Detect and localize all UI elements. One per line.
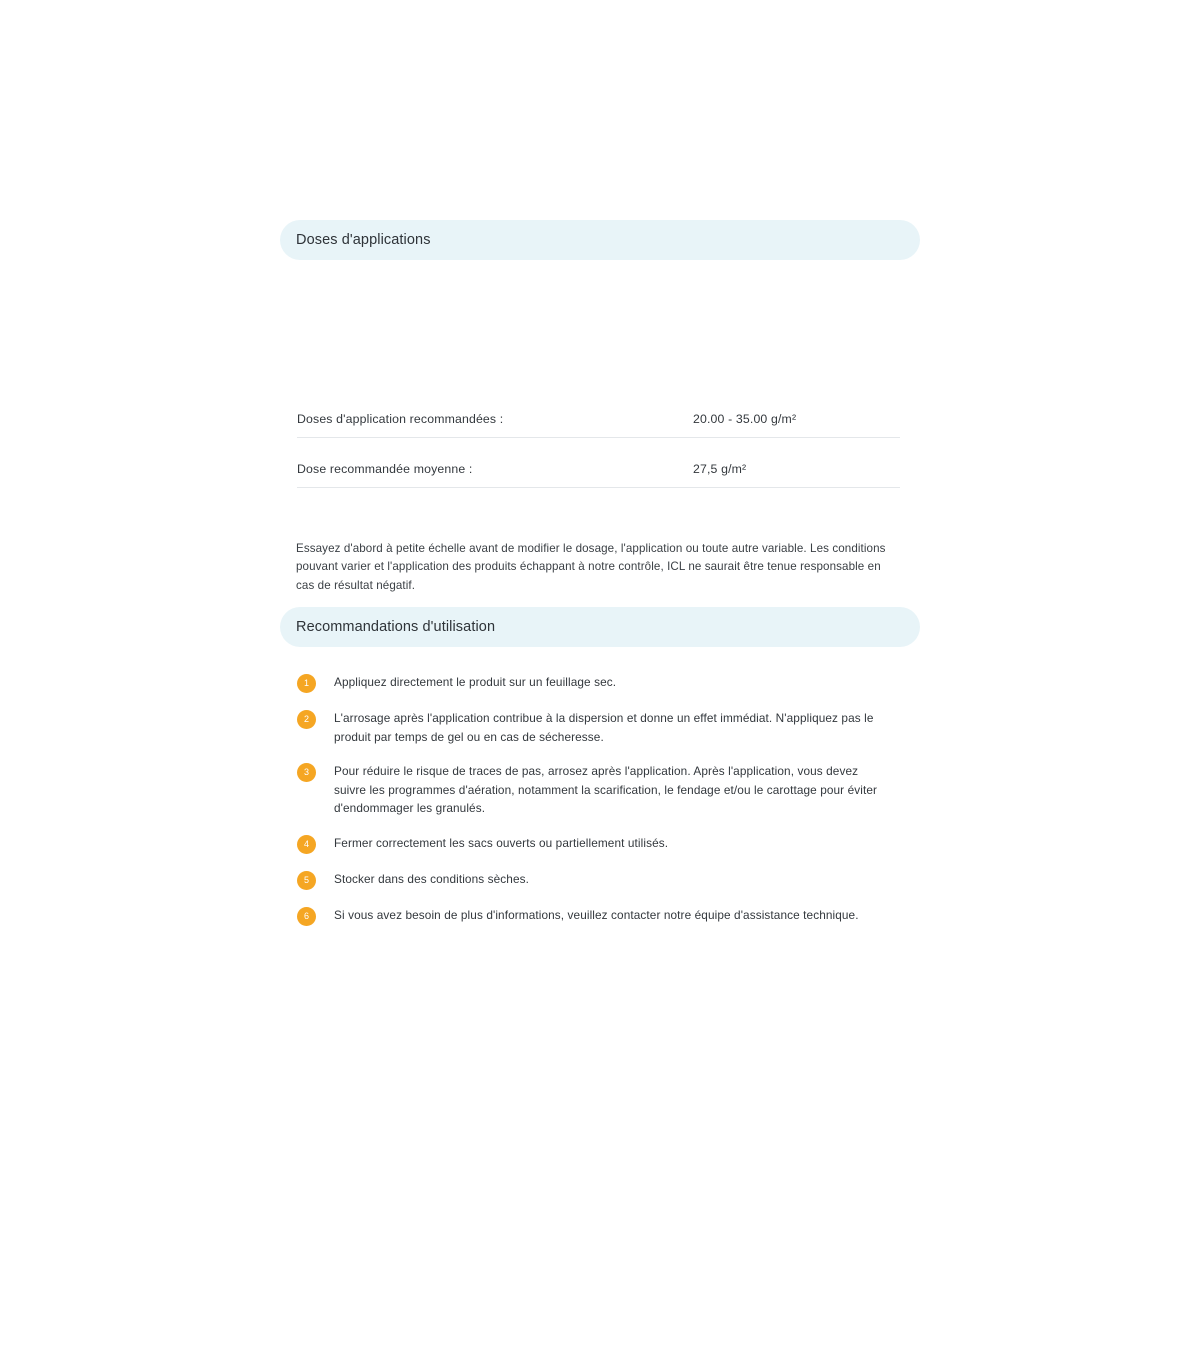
recommendation-list [297, 673, 897, 942]
row-spacer [297, 438, 900, 450]
list-item [297, 709, 897, 746]
list-item [297, 870, 897, 890]
list-item-text: Pour réduire le risque de traces de pas, arrosez après l'application. Après l'application, vous devez suivre les programmes d'aération, notamment la scarification, le fendage et/ou le carottage pour éviter d'endommager les granulés. [334, 764, 878, 815]
dose-label: Dose recommandée moyenne : [297, 461, 473, 476]
list-item [297, 762, 897, 818]
section-title-doses: Doses d'applications [296, 232, 431, 248]
section-header-recommendations [280, 607, 920, 647]
list-item-text: Appliquez directement le produit sur un feuillage sec. [334, 675, 617, 689]
dose-disclaimer-text: Essayez d'abord à petite échelle avant de modifier le dosage, l'application ou toute autre variable. Les conditions pouvant varier et l'application des produits échappant à notre contrôle, ICL ne saurait être tenue responsable en cas de résultat négatif. [296, 541, 886, 592]
list-item-number-badge: 6 [297, 907, 316, 926]
list-item-number-badge: 5 [297, 871, 316, 890]
dose-label: Doses d'application recommandées : [297, 411, 504, 426]
list-item-number-badge: 3 [297, 763, 316, 782]
list-item-number-badge: 1 [297, 674, 316, 693]
list-item-text: L'arrosage après l'application contribue à la dispersion et donne un effet immédiat. N'appliquez pas le produit par temps de gel ou en cas de sécheresse. [334, 711, 874, 744]
table-row [297, 450, 900, 488]
table-row [297, 400, 900, 438]
dose-table [297, 400, 900, 488]
dose-value: 27,5 g/m² [693, 461, 747, 476]
list-item [297, 673, 897, 693]
section-title-recommendations: Recommandations d'utilisation [296, 619, 496, 635]
dose-value: 20.00 - 35.00 g/m² [693, 411, 797, 426]
list-item-number-badge: 4 [297, 835, 316, 854]
section-header-doses [280, 220, 920, 260]
list-item [297, 906, 897, 926]
list-item-text: Stocker dans des conditions sèches. [334, 871, 529, 886]
list-item-text: Si vous avez besoin de plus d'informations, veuillez contacter notre équipe d'assistance technique. [334, 907, 859, 922]
list-item-number-badge: 2 [297, 710, 316, 729]
list-item [297, 834, 897, 854]
list-item-text: Fermer correctement les sacs ouverts ou partiellement utilisés. [334, 835, 669, 850]
